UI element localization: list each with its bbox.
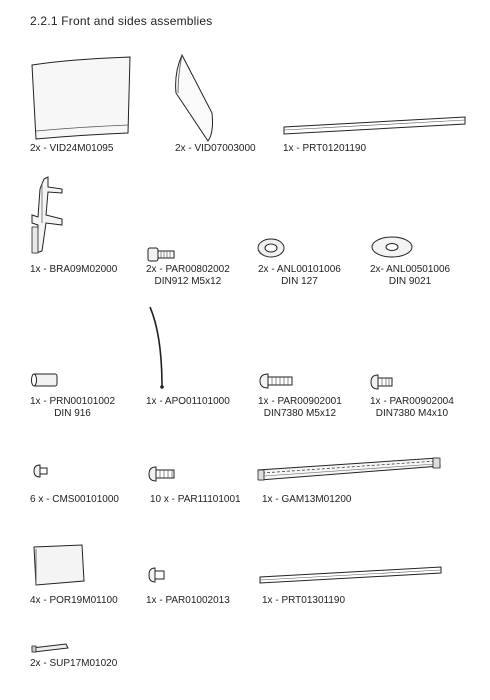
- small-screw-icon: [33, 464, 49, 486]
- part-label: 1x - PRN00101002 DIN 916: [30, 396, 116, 419]
- flat-panel-icon: [32, 543, 87, 587]
- part-label: 6 x - CMS00101000: [30, 494, 119, 505]
- part-label: 2x - VID24M01095: [30, 143, 114, 154]
- bracket-arm-icon: [28, 175, 70, 257]
- part-label: 1x - PAR01002013: [146, 595, 230, 606]
- short-screw-icon: [148, 567, 166, 585]
- part-label: 2x - ANL00101006 DIN 127: [258, 264, 341, 287]
- part-label: 1x - BRA09M02000: [30, 264, 118, 275]
- side-glass-panel-icon: [172, 53, 217, 143]
- part-label: 2x - VID07003000: [175, 143, 256, 154]
- hex-socket-screw-icon: [146, 246, 176, 264]
- part-label: 1x - PRT01201190: [283, 143, 367, 154]
- part-label: 2x- ANL00501006 DIN 9021: [370, 264, 451, 287]
- part-label: 10 x - PAR11101001: [150, 494, 241, 505]
- part-label: 1x - APO01101000: [146, 396, 230, 407]
- part-label: 4x - POR19M01100: [30, 595, 118, 606]
- pan-screw-icon: [148, 466, 176, 484]
- curved-rod-icon: [148, 305, 168, 390]
- long-flat-profile-icon: [282, 115, 467, 137]
- rail-channel-icon: [256, 456, 442, 486]
- small-support-bar-icon: [30, 640, 70, 654]
- button-head-screw-long-icon: [258, 372, 294, 390]
- button-head-screw-short-icon: [370, 374, 394, 390]
- part-label: 2x - SUP17M01020: [30, 658, 118, 669]
- curved-glass-panel-icon: [30, 55, 135, 140]
- flat-washer-icon: [370, 235, 414, 259]
- part-label: 2x - PAR00802002 DIN912 M5x12: [146, 264, 230, 287]
- spring-washer-icon: [256, 236, 286, 260]
- part-label: 1x - GAM13M01200: [262, 494, 352, 505]
- part-label: 1x - PAR00902001 DIN7380 M5x12: [258, 396, 342, 419]
- page-title: 2.2.1 Front and sides assemblies: [30, 14, 213, 28]
- long-flat-profile-2-icon: [258, 565, 443, 585]
- set-screw-icon: [30, 370, 60, 390]
- part-label: 1x - PRT01301190: [262, 595, 346, 606]
- part-label: 1x - PAR00902004 DIN7380 M4x10: [370, 396, 454, 419]
